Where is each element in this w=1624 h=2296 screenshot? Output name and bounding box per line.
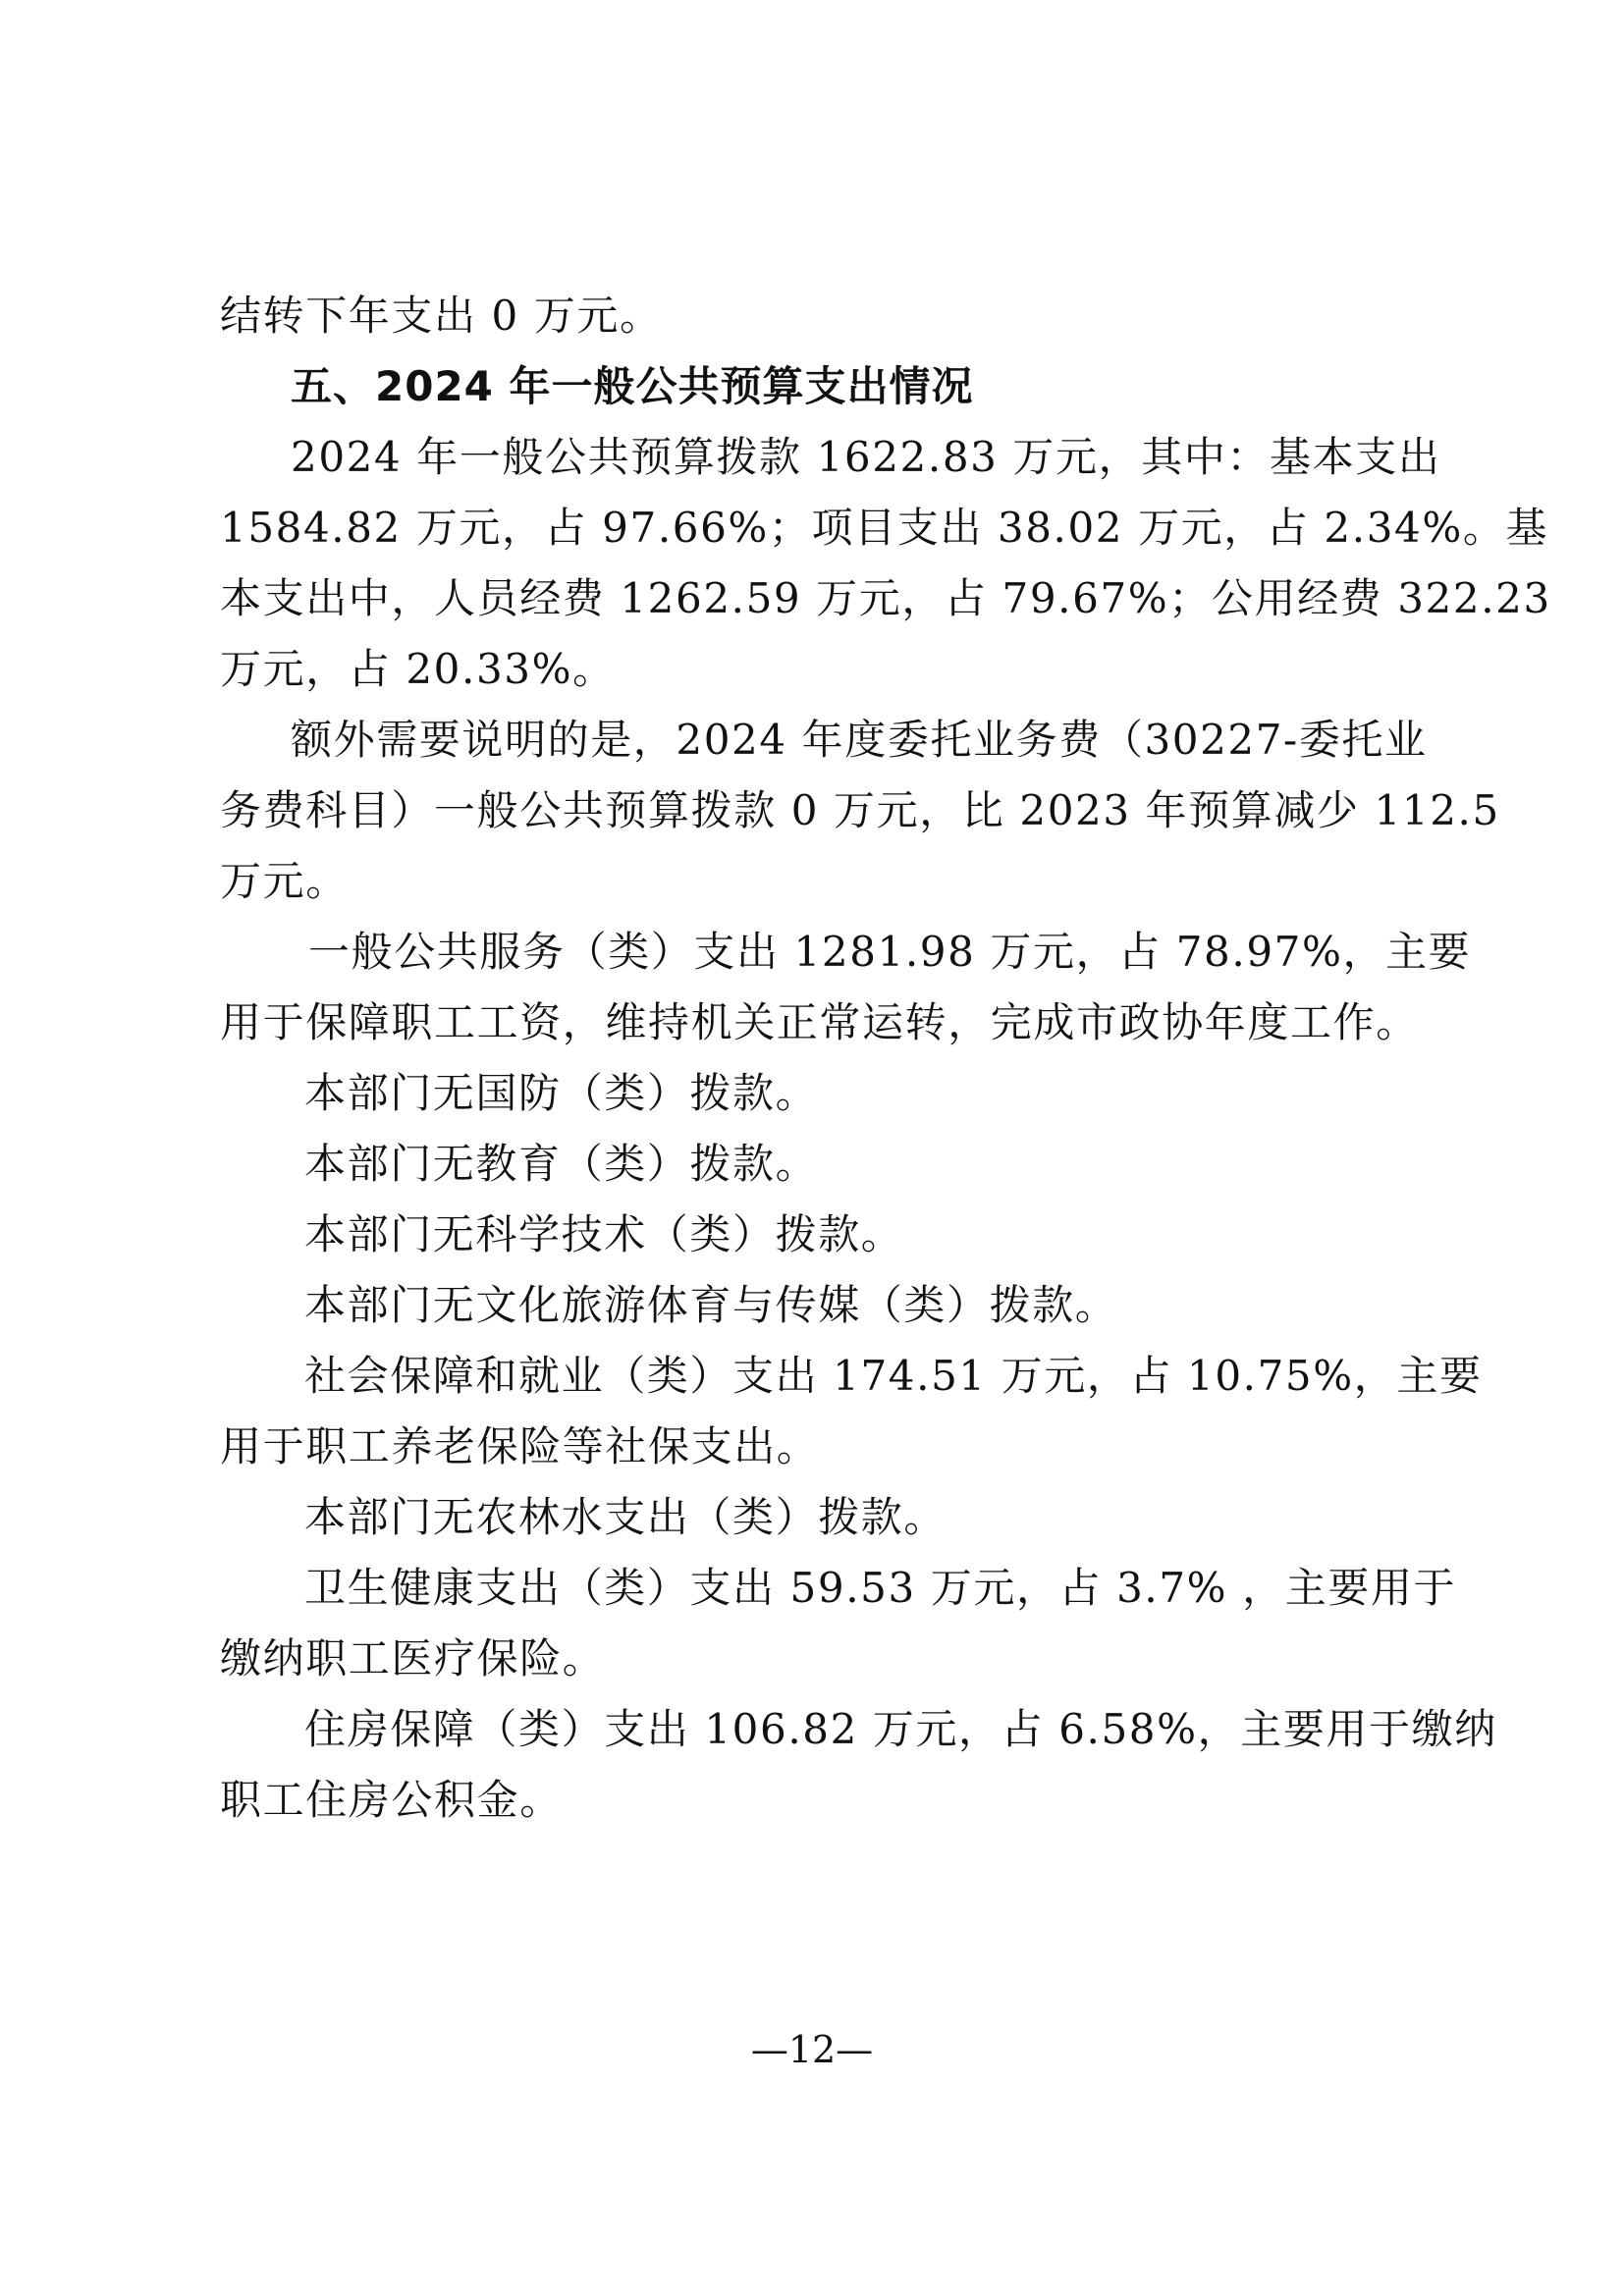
text-line: 额外需要说明的是，2024 年度委托业务费（30227-委托业: [291, 716, 1428, 764]
text-line: 本部门无农林水支出（类）拨款。: [304, 1493, 947, 1541]
page-body: [220, 281, 1551, 1836]
text-line: 用于保障职工工资，维持机关正常运转，完成市政协年度工作。: [220, 998, 1419, 1046]
page-number: —12—: [750, 2028, 874, 2071]
text-line: 万元，占 20.33%。: [220, 645, 616, 693]
text-line: 本部门无科学技术（类）拨款。: [304, 1210, 904, 1258]
text-line: 本部门无国防（类）拨款。: [304, 1069, 819, 1117]
text-line: 一般公共服务（类）支出 1281.98 万元，占 78.97%，主要: [308, 928, 1472, 976]
text-line: 本部门无文化旅游体育与传媒（类）拨款。: [304, 1281, 1118, 1329]
text-line: 1584.82 万元，占 97.66%；项目支出 38.02 万元，占 2.34%。基: [220, 504, 1549, 552]
text-line: 缴纳职工医疗保险。: [220, 1634, 606, 1682]
text-line: 住房保障（类）支出 106.82 万元，占 6.58%，主要用于缴纳: [304, 1705, 1497, 1753]
text-line: 务费科目）一般公共预算拨款 0 万元，比 2023 年预算减少 112.5: [220, 786, 1500, 834]
text-line: 本部门无教育（类）拨款。: [304, 1140, 819, 1188]
text-line: 用于职工养老保险等社保支出。: [220, 1422, 820, 1470]
section-heading: 五、2024 年一般公共预算支出情况: [291, 362, 974, 410]
text-line: 2024 年一般公共预算拨款 1622.83 万元，其中：基本支出: [291, 433, 1441, 481]
text-line: 本支出中，人员经费 1262.59 万元，占 79.67%；公用经费 322.23: [220, 574, 1551, 622]
text-line: 职工住房公积金。: [220, 1776, 563, 1824]
text-line: 万元。: [220, 857, 349, 905]
text-line: 卫生健康支出（类）支出 59.53 万元，占 3.7% ，主要用于: [304, 1564, 1457, 1612]
text-line-carryover: 结转下年支出 0 万元。: [220, 292, 663, 340]
text-line: 社会保障和就业（类）支出 174.51 万元，占 10.75%，主要: [304, 1352, 1483, 1400]
